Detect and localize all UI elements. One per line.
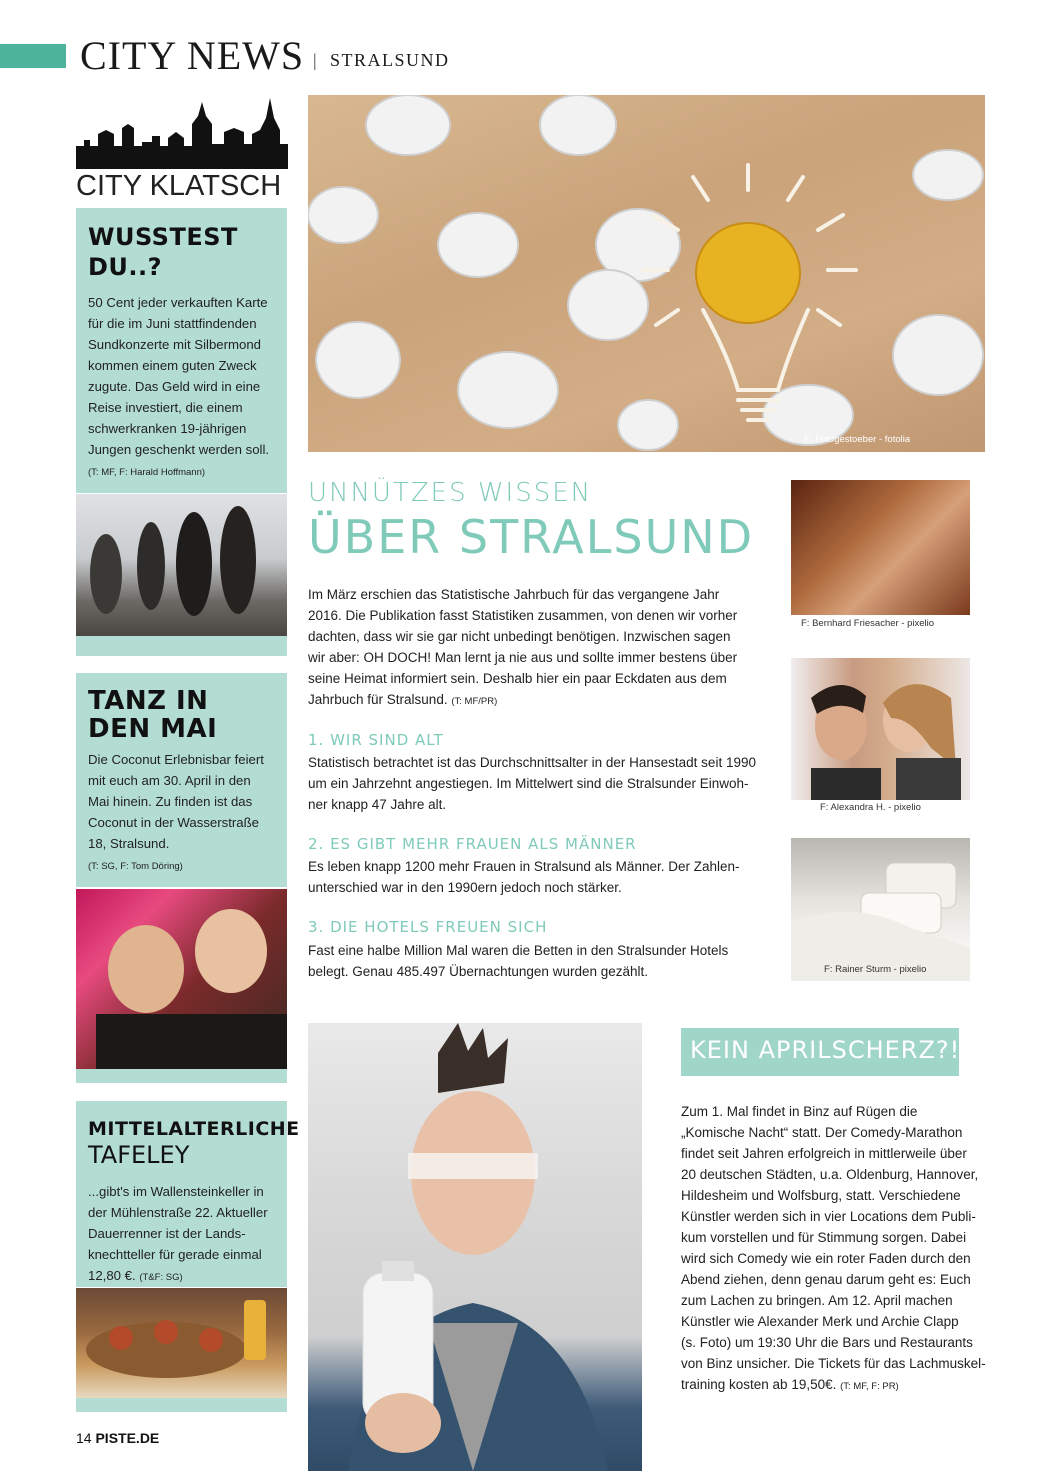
section-heading: 2. ES GIBT MEHR FRAUEN ALS MÄNNER (308, 835, 637, 853)
sidebar-box-wusstest-du (76, 208, 287, 493)
section-heading: 1. WIR SIND ALT (308, 731, 444, 749)
text-line: Reise investiert, die einem (88, 400, 243, 415)
box-text (88, 1181, 268, 1288)
text-line: 2016. Die Publikation fasst Statistiken zusammen, von denen wir vorher (308, 608, 738, 623)
text-line: von Binz unsicher. Die Tickets für das Lachmuskel- (681, 1356, 986, 1371)
article-kicker: UNNÜTZES WISSEN (308, 478, 593, 508)
crumpled-paper-lightbulb-photo (308, 95, 985, 452)
text-line: zugute. Das Geld wird in eine (88, 379, 261, 394)
box-title-line: WUSSTEST (88, 223, 238, 251)
section-body (308, 940, 758, 982)
text-line: findet seit Jahren erfolgreich in mittlerweile über (681, 1146, 967, 1161)
text-line: Jungen geschenkt werden soll. (88, 442, 270, 457)
photo-frame-strip (76, 636, 287, 656)
text-line: seine Heimat informiert sein. Deshalb hier ein paar Eckdaten aus dem (308, 671, 727, 686)
party-photo (76, 889, 287, 1069)
sidebar-box-tafeley (76, 1101, 300, 1287)
photo-credit: (T: MF, F: PR) (840, 1381, 899, 1392)
box-title-line: TANZ IN (88, 686, 209, 716)
box-title-line: DU..? (88, 253, 163, 281)
text-line: 50 Cent jeder verkauften Karte (88, 295, 268, 310)
city-klatsch-label: CITY KLATSCH (76, 167, 288, 203)
text-line: Mai hinein. Zu finden ist das (88, 794, 253, 809)
text-line: Statistisch betrachtet ist das Durchschnittsalter in der Hansestadt seit 1990 (308, 755, 756, 770)
text-line: wir aber: OH DOCH! Man lernt ja nie aus und sollte immer bestens über (308, 650, 738, 665)
box-text (88, 292, 269, 483)
section-heading: 3. DIE HOTELS FREUEN SICH (308, 918, 548, 936)
text-line: schwerkranken 19-jährigen (88, 421, 247, 436)
photo-frame-strip (76, 1398, 287, 1412)
text-line: Fast eine halbe Million Mal waren die Betten in den Stralsunder Hotels (308, 943, 729, 958)
band-photo (76, 494, 287, 636)
text-line: Zum 1. Mal findet in Binz auf Rügen die (681, 1104, 918, 1119)
text-line: wird sich Comedy wie ein roter Faden durch den (681, 1251, 971, 1266)
box-title (88, 1117, 300, 1141)
header-accent-bar (0, 44, 66, 68)
text-line: Es leben knapp 1200 mehr Frauen in Stralsund als Männer. Der Zahlen- (308, 859, 740, 874)
text-line: Die Coconut Erlebnisbar feiert (88, 752, 264, 767)
comedian-portrait-photo (308, 1023, 642, 1471)
sidebar-box-tanz-in-den-mai (76, 673, 287, 887)
header-separator: | (313, 50, 317, 70)
text-line: Dauerrenner ist der Lands- (88, 1226, 246, 1241)
text-line: (s. Foto) um 19:30 Uhr die Bars und Restaurants (681, 1335, 973, 1350)
photo-credit: (T: SG, F: Tom Döring) (88, 861, 183, 872)
text-line: training kosten ab 19,50€. (681, 1377, 837, 1392)
box-title (88, 687, 217, 743)
footer-brand: PISTE.DE (95, 1430, 160, 1446)
photo-credit: (T: MF/PR) (451, 696, 498, 707)
text-line: ...gibt's im Wallensteinkeller in (88, 1184, 264, 1199)
box-title (88, 222, 238, 282)
text-line: „Komische Nacht“ statt. Der Comedy-Marathon (681, 1125, 963, 1140)
text-line: 18, Stralsund. (88, 836, 170, 851)
box-subtitle: TAFELEY (88, 1141, 190, 1169)
text-line: zum Lachen zu bringen. Am 12. April machen (681, 1293, 953, 1308)
text-line: Jahrbuch für Stralsund. (308, 692, 448, 707)
text-line: 20 deutschen Städten, u.a. Oldenburg, Hannover, (681, 1167, 979, 1182)
text-line: um ein Jahrzehnt angestiegen. Im Mittelwert sind die Stralsunder Einwoh- (308, 776, 749, 791)
hands-photo (791, 480, 970, 615)
section-body (308, 752, 758, 815)
article-headline: ÜBER STRALSUND (308, 510, 755, 564)
text-line: unterschied war in den 1990ern jedoch noch stärker. (308, 880, 622, 895)
box-title-line: MITTELALTERLICHE (88, 1118, 300, 1140)
section-title: CITY NEWS (80, 33, 305, 78)
april-title: KEIN APRILSCHERZ?! (690, 1036, 961, 1064)
box-text (88, 749, 264, 877)
text-line: Künstler wie Alexander Merk und Archie Clapp (681, 1314, 959, 1329)
page-footer (76, 1430, 159, 1446)
city-skyline-logo (76, 94, 288, 168)
text-line: Coconut in der Wasserstraße (88, 815, 260, 830)
text-line: mit euch am 30. April in den (88, 773, 251, 788)
photo-credit: (T&F: SG) (139, 1272, 183, 1283)
text-line: knechtteller für gerade einmal (88, 1247, 262, 1262)
section-body (308, 856, 758, 898)
text-line: dachten, dass wir sie gar nicht unbedingt benötigen. Inzwischen sagen (308, 629, 731, 644)
text-line: für die im Juni stattfindenden (88, 316, 257, 331)
food-platter-photo (76, 1288, 287, 1398)
couple-photo (791, 658, 970, 800)
text-line: Hildesheim und Wolfsburg, statt. Verschiedene (681, 1188, 961, 1203)
text-line: Im März erschien das Statistische Jahrbuch für das vergangene Jahr (308, 587, 720, 602)
text-line: kum vorstellen und für Stimmung sorgen. Dabei (681, 1230, 967, 1245)
text-line: ner knapp 47 Jahre alt. (308, 797, 447, 812)
photo-credit: F: Rainer Sturm - pixelio (824, 964, 927, 975)
photo-credit: (T: MF, F: Harald Hoffmann) (88, 467, 206, 478)
section-subtitle: STRALSUND (330, 50, 450, 70)
text-line: der Mühlenstraße 22. Aktueller (88, 1205, 268, 1220)
april-body (681, 1101, 986, 1397)
hotel-bed-photo (791, 838, 970, 981)
text-line: 12,80 €. (88, 1268, 136, 1283)
photo-credit: F: Alexandra H. - pixelio (820, 802, 921, 813)
box-title-line: DEN MAI (88, 714, 218, 744)
text-line: kommen einem guten Zweck (88, 358, 257, 373)
photo-credit: F: Fotogestoeber - fotolia (804, 434, 911, 445)
photo-credit: F: Bernhard Friesacher - pixelio (801, 618, 935, 629)
photo-frame-strip (76, 1069, 287, 1083)
article-intro (308, 584, 758, 712)
text-line: Abend ziehen, denn genau darum geht es: Euch (681, 1272, 971, 1287)
text-line: Künstler werden sich in vier Locations dem Publi- (681, 1209, 976, 1224)
page-number: 14 (76, 1430, 92, 1446)
text-line: Sundkonzerte mit Silbermond (88, 337, 261, 352)
text-line: belegt. Genau 485.497 Übernachtungen wurden gezählt. (308, 964, 649, 979)
